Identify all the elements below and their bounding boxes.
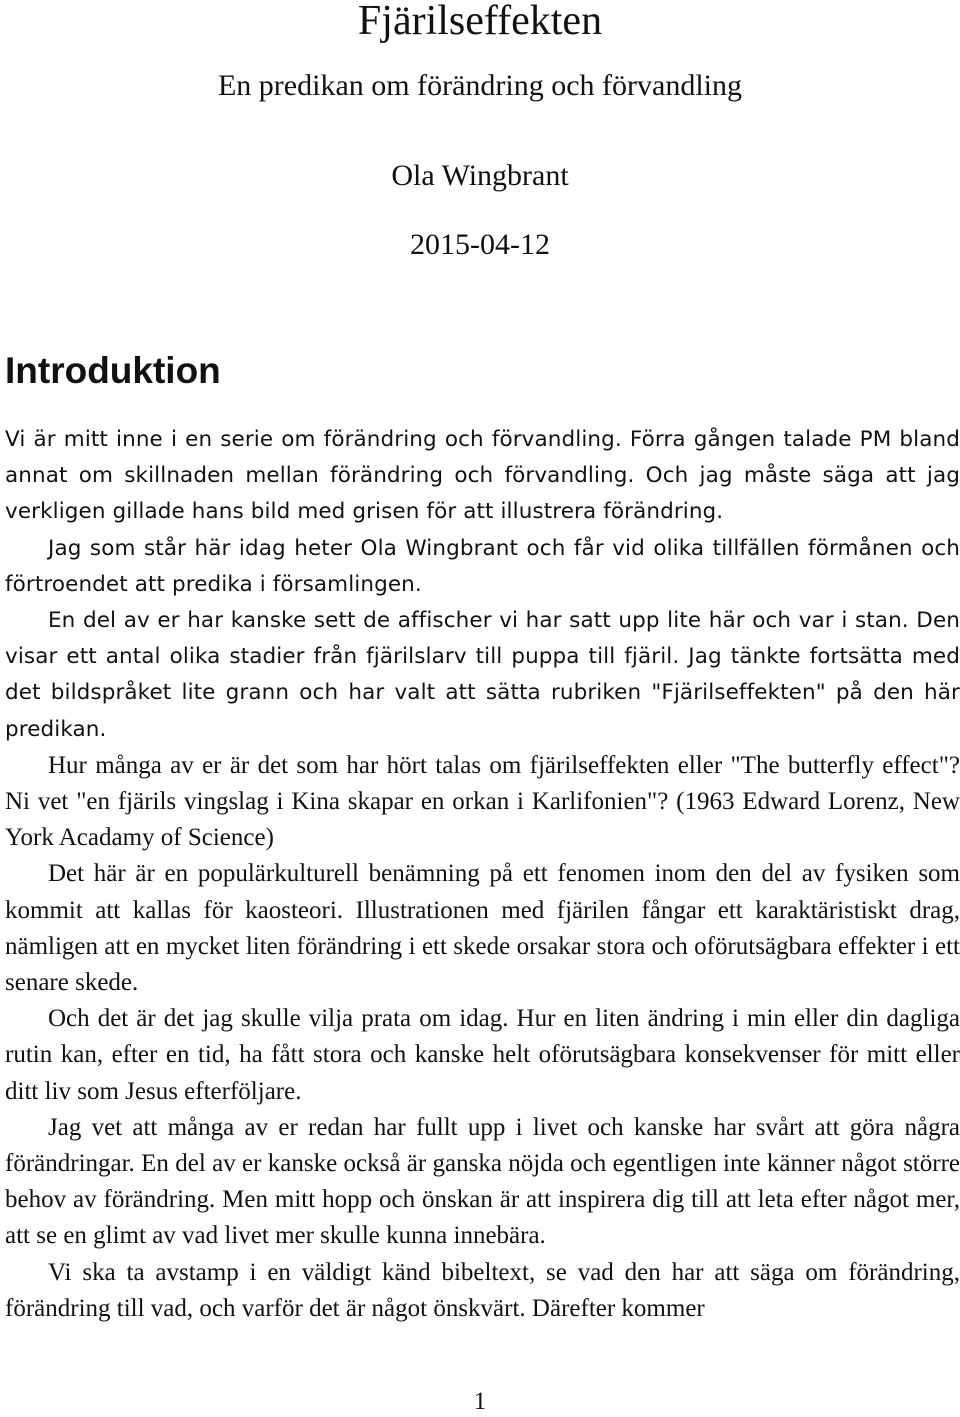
document-date: 2015-04-12 [410, 228, 550, 261]
document-title: Fjärilseffekten [357, 0, 603, 44]
paragraph-4: Hur många av er är det som har hört talas om fjärilseffekten eller "The butterfly effect"? Ni vet "en fjärils vingslag i Kina skapar en orkan i Karlifonien"? (1963 Edward Lorenz, New York Acadamy of Science) [5, 751, 960, 852]
page-number: 1 [473, 1388, 487, 1415]
paragraph-6: Och det är det jag skulle vilja prata om idag. Hur en liten ändring i min eller din dagliga rutin kan, efter en tid, ha fått stora och kanske helt oförutsägbara konsekvenser för mitt eller ditt liv som Jesus efterföljare. [5, 1005, 960, 1105]
document-author: Ola Wingbrant [391, 159, 569, 192]
document-subtitle: En predikan om förändring och förvandling [217, 69, 743, 102]
paragraph-2: Jag som står här idag heter Ola Wingbrant och får vid olika tillfällen förmånen och förtroendet att predika i församlingen. [5, 535, 960, 597]
paragraph-5: Det här är en populärkulturell benämning på ett fenomen inom den del av fysiken som kommit att kallas för kaosteori. Illustrationen med fjärilen fångar ett karaktäristiskt drag, nämligen att en mycket liten förändring i ett skede orsakar stora och oförutsägbara effekter i ett senare skede. [5, 860, 960, 997]
section-heading: Introduktion [5, 350, 221, 391]
paragraph-1: Vi är mitt inne i en serie om förändring och förvandling. Förra gången talade PM bland annat om skillnaden mellan förändring och förvandling. Och jag måste säga att jag verkligen gillade hans bild med grisen för att illustrera förändring. [5, 427, 960, 525]
paragraph-3: En del av er har kanske sett de affischer vi har satt upp lite här och var i stan. Den visar ett antal olika stadier från fjärilslarv till puppa till fjäril. Jag tänkte fortsätta med det bildspråket lite grann och har valt att sätta rubriken "Fjärilseffekten" på den här predikan. [5, 608, 960, 742]
body-text [5, 422, 960, 1327]
paragraph-7: Jag vet att många av er redan har fullt upp i livet och kanske har svårt att göra några förändringar. En del av er kanske också är ganska nöjda och egentligen inte känner något större behov av förändring. Men mitt hopp och önskan är att inspirera dig till att leta efter något mer, att se en glimt av vad livet mer skulle kunna innebära. [5, 1113, 960, 1250]
paragraph-8: Vi ska ta avstamp i en väldigt känd bibeltext, se vad den har att säga om förändring, förändring till vad, och varför det är något önskvärt. Därefter kommer [5, 1258, 960, 1322]
